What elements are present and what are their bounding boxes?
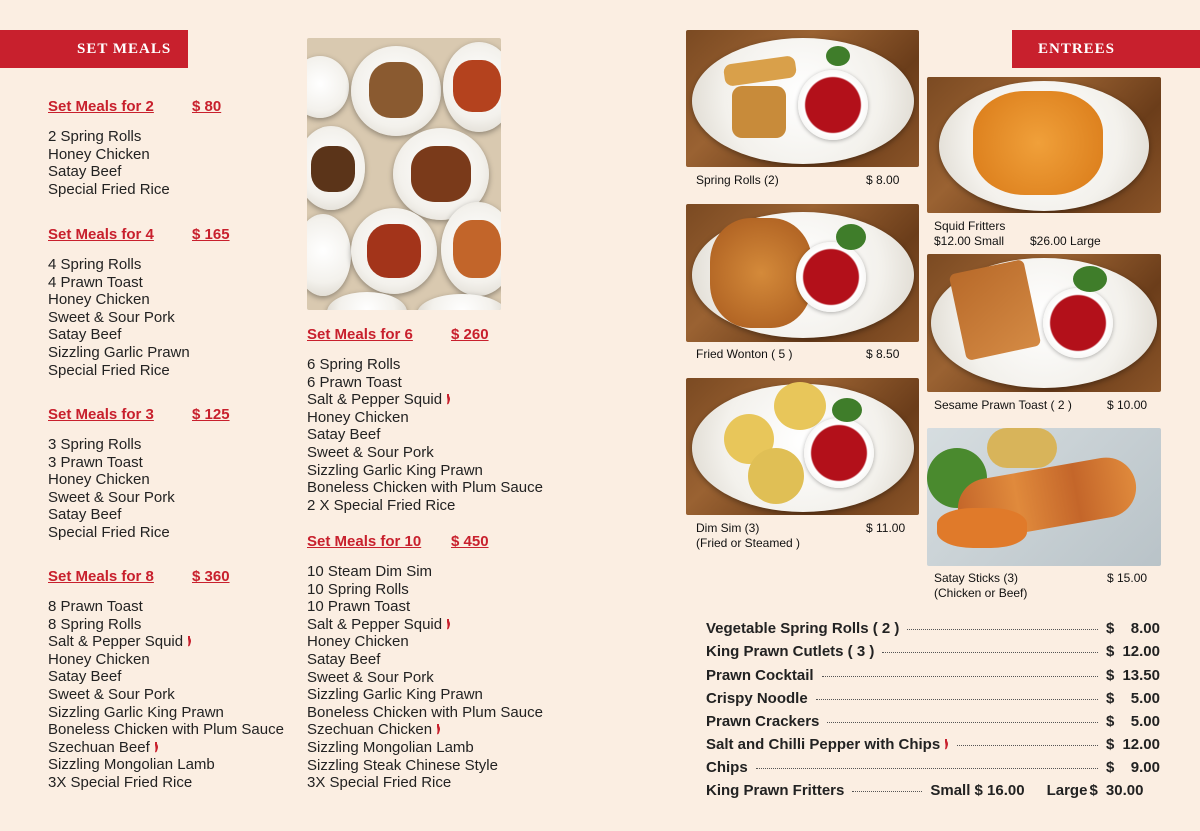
sesame-prawn-toast-caption [934, 398, 1148, 413]
dim-sim-note: (Fried or Steamed ) [696, 535, 801, 550]
set-meal-item: Boneless Chicken with Plum Sauce [48, 721, 284, 739]
satay-sticks-name: Satay Sticks (3) [934, 571, 1019, 585]
fried-wonton-name: Fried Wonton ( 5 ) [696, 347, 793, 361]
set-meal-price: $ 165 [192, 226, 230, 243]
entree-name: Crispy Noodle [706, 689, 808, 707]
entree-name: Salt and Chilli Pepper with Chips [706, 736, 949, 753]
set-meal-header [307, 533, 543, 553]
set-meal-block [48, 406, 230, 542]
set-meal-item: Satay Beef [48, 163, 122, 181]
set-meal-title: Set Meals for 3 [48, 406, 154, 423]
entree-row [706, 688, 1160, 708]
set-meal-items [48, 256, 230, 379]
set-meal-header [307, 326, 543, 346]
leader-dots [852, 791, 922, 792]
set-meal-item: 10 Steam Dim Sim [307, 563, 433, 580]
set-meal-block [48, 98, 221, 198]
set-meals-heading: SET MEALS [77, 40, 172, 57]
sesame-prawn-toast-photo [927, 254, 1161, 392]
set-meal-item: Sizzling Steak Chinese Style [307, 756, 498, 774]
entree-name: Prawn Cocktail [706, 666, 814, 684]
satay-sticks-note: (Chicken or Beef) [934, 585, 1028, 600]
set-meal-item: Honey Chicken [48, 291, 150, 309]
entree-row [706, 734, 1160, 754]
entree-name: King Prawn Fritters [706, 781, 845, 799]
chili-pepper-icon [943, 739, 949, 750]
set-meal-item: Honey Chicken [48, 145, 150, 163]
set-meal-item: 2 Spring Rolls [48, 128, 142, 145]
set-meal-header [48, 98, 221, 118]
set-meal-item: Honey Chicken [307, 633, 409, 651]
spring-rolls-photo [686, 30, 919, 167]
leader-dots [816, 699, 1098, 700]
satay-sticks-photo [927, 428, 1161, 566]
entree-name: Chips [706, 758, 748, 776]
set-meal-title: Set Meals for 6 [307, 326, 413, 343]
set-meal-item: Sweet & Sour Pork [307, 668, 434, 686]
spring-rolls-name: Spring Rolls (2) [696, 173, 779, 187]
entree-price: $ 5.00 [1106, 689, 1160, 707]
set-meal-item: Honey Chicken [307, 408, 409, 426]
set-meal-item: Satay Beef [307, 650, 381, 668]
set-meal-item: Sizzling Garlic King Prawn [48, 703, 224, 721]
squid-fritters-photo [927, 77, 1161, 213]
dim-sim-name: Dim Sim (3) [696, 521, 760, 535]
dim-sim-photo [686, 378, 919, 515]
entree-price: $ 13.50 [1106, 666, 1160, 684]
leader-dots [957, 745, 1098, 746]
set-meal-item: 3X Special Fried Rice [48, 773, 193, 791]
entree-row [706, 780, 1160, 800]
entree-price: $ 5.00 [1106, 712, 1160, 730]
entree-price: $ 9.00 [1106, 758, 1160, 776]
set-meal-item: Special Fried Rice [48, 523, 170, 541]
set-meal-block [48, 568, 284, 792]
entree-row [706, 711, 1160, 731]
set-meal-item: 10 Prawn Toast [307, 598, 411, 616]
entree-price: $ 12.00 [1106, 735, 1160, 753]
set-meal-item: Sweet & Sour Pork [48, 488, 175, 506]
set-meal-price: $ 260 [451, 326, 489, 343]
set-meal-header [48, 568, 284, 588]
squid-fritters-caption [934, 219, 1101, 248]
chili-pepper-icon [445, 619, 451, 630]
set-meal-item: 4 Prawn Toast [48, 273, 143, 291]
set-meal-items [48, 128, 221, 198]
set-meal-item: 6 Spring Rolls [307, 356, 401, 373]
set-meal-item: Salt & Pepper Squid [48, 633, 284, 651]
set-meal-items [48, 598, 284, 792]
set-meal-items [307, 356, 543, 514]
set-meal-block [307, 326, 543, 514]
set-meal-item: Sizzling Mongolian Lamb [307, 738, 474, 756]
entrees-heading: ENTREES [1038, 40, 1116, 57]
set-meal-item: Honey Chicken [48, 471, 150, 489]
set-meal-item: 3X Special Fried Rice [307, 774, 452, 792]
dishes-collage-photo [307, 38, 501, 310]
entree-name: Vegetable Spring Rolls ( 2 ) [706, 619, 900, 637]
chili-pepper-icon [435, 724, 441, 735]
sesame-prawn-toast-price: $ 10.00 [1107, 398, 1148, 412]
squid-fritters-large-price: $26.00 Large [1030, 233, 1101, 248]
set-meal-item: 6 Prawn Toast [307, 373, 402, 391]
leader-dots [827, 722, 1098, 723]
fried-wonton-photo [686, 204, 919, 342]
set-meal-item: Salt & Pepper Squid [307, 391, 543, 409]
entree-price: $ 12.00 [1106, 642, 1160, 660]
leader-dots [756, 768, 1098, 769]
set-meal-item: Sizzling Garlic King Prawn [307, 461, 483, 479]
set-meal-item: 4 Spring Rolls [48, 256, 142, 273]
entree-price: $ 30.00 [1089, 781, 1144, 799]
entree-small-price: Small $ 16.00 [930, 781, 1025, 799]
set-meal-item: 8 Spring Rolls [48, 615, 142, 633]
chili-pepper-icon [445, 394, 451, 405]
set-meal-header [48, 226, 230, 246]
set-meal-item: Honey Chicken [48, 650, 150, 668]
chili-pepper-icon [186, 636, 192, 647]
set-meal-items [307, 563, 543, 792]
spring-rolls-price: $ 8.00 [866, 173, 900, 187]
fried-wonton-caption [696, 347, 900, 362]
set-meal-item: Boneless Chicken with Plum Sauce [307, 479, 543, 497]
set-meal-header [48, 406, 230, 426]
entree-large-label: Large [1046, 781, 1088, 799]
set-meal-item: Salt & Pepper Squid [307, 616, 543, 634]
entree-row [706, 665, 1160, 685]
set-meal-price: $ 450 [451, 533, 489, 550]
entree-name: Prawn Crackers [706, 712, 820, 730]
set-meal-block [307, 533, 543, 792]
leader-dots [882, 652, 1098, 653]
set-meal-items [48, 436, 230, 542]
set-meal-item: Szechuan Beef [48, 739, 284, 757]
set-meal-item: 2 X Special Fried Rice [307, 496, 456, 514]
dim-sim-caption [696, 521, 906, 550]
set-meal-item: Special Fried Rice [48, 361, 170, 379]
set-meal-price: $ 80 [192, 98, 222, 115]
entrees-banner [1012, 30, 1200, 68]
set-meal-item: Sizzling Garlic King Prawn [307, 686, 483, 704]
set-meals-banner [0, 30, 188, 68]
squid-fritters-small-price: $12.00 Small [934, 233, 1005, 248]
sesame-prawn-toast-name: Sesame Prawn Toast ( 2 ) [934, 398, 1072, 412]
entree-row [706, 641, 1160, 661]
leader-dots [907, 629, 1098, 630]
set-meal-item: 10 Spring Rolls [307, 580, 409, 598]
set-meal-title: Set Meals for 10 [307, 533, 422, 550]
set-meal-item: Sweet & Sour Pork [307, 443, 434, 461]
set-meal-item: 8 Prawn Toast [48, 598, 143, 615]
entree-name: King Prawn Cutlets ( 3 ) [706, 642, 875, 660]
leader-dots [822, 676, 1098, 677]
set-meal-title: Set Meals for 2 [48, 98, 154, 115]
spring-rolls-caption [696, 173, 900, 188]
set-meal-item: 3 Prawn Toast [48, 453, 143, 471]
set-meal-item: Special Fried Rice [48, 180, 170, 198]
fried-wonton-price: $ 8.50 [866, 347, 900, 361]
set-meal-item: Sizzling Mongolian Lamb [48, 756, 215, 774]
set-meal-item: Satay Beef [48, 326, 122, 344]
set-meal-title: Set Meals for 8 [48, 568, 154, 585]
set-meal-item: Sizzling Garlic Prawn [48, 343, 190, 361]
set-meal-item: Szechuan Chicken [307, 721, 543, 739]
chili-pepper-icon [153, 742, 159, 753]
entree-price: $ 8.00 [1106, 619, 1160, 637]
set-meal-item: Satay Beef [307, 426, 381, 444]
set-meal-item: Satay Beef [48, 506, 122, 524]
set-meal-item: 3 Spring Rolls [48, 436, 142, 453]
dim-sim-price: $ 11.00 [866, 521, 906, 535]
entree-row [706, 757, 1160, 777]
squid-fritters-name: Squid Fritters [934, 219, 1006, 233]
satay-sticks-price: $ 15.00 [1107, 571, 1148, 585]
set-meal-price: $ 125 [192, 406, 230, 423]
entree-row [706, 618, 1160, 638]
set-meal-title: Set Meals for 4 [48, 226, 154, 243]
set-meal-item: Boneless Chicken with Plum Sauce [307, 703, 543, 721]
set-meal-item: Satay Beef [48, 668, 122, 686]
satay-sticks-caption [934, 571, 1148, 600]
set-meal-price: $ 360 [192, 568, 230, 585]
set-meal-item: Sweet & Sour Pork [48, 685, 175, 703]
set-meal-item: Sweet & Sour Pork [48, 308, 175, 326]
set-meal-block [48, 226, 230, 379]
